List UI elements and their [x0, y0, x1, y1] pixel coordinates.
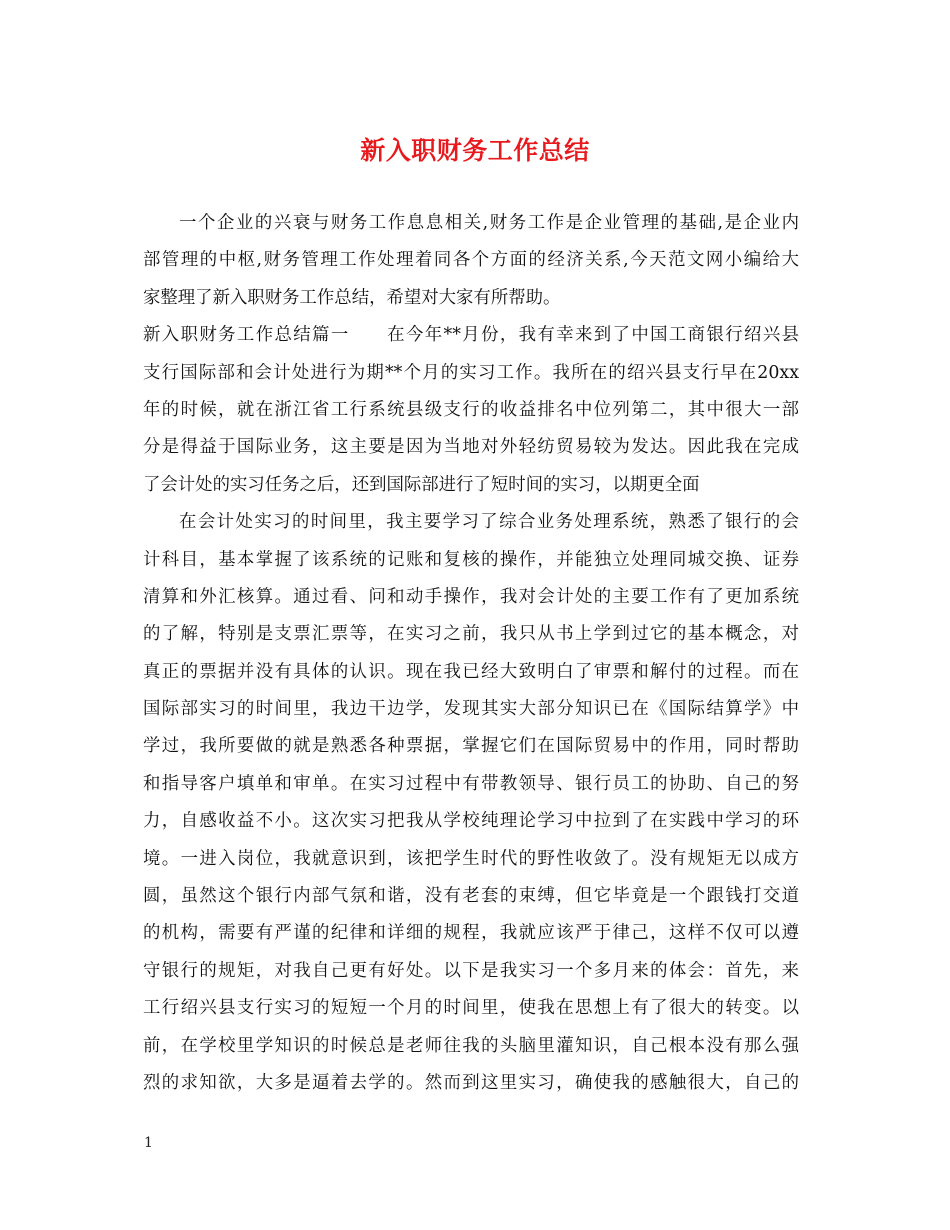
body-line: 真正的票据并没有具体的认识。现在我已经大致明白了审票和解付的过程。而在: [143, 661, 799, 682]
body-line: 工行绍兴县支行实习的短短一个月的时间里，使我在思想上有了很大的转变。以: [143, 998, 799, 1019]
body-line: 年的时候，就在浙江省工行系统县级支行的收益排名中位列第二，其中很大一部: [143, 399, 799, 420]
body-line: 分是得益于国际业务，这主要是因为当地对外轻纺贸易较为发达。因此我在完成: [143, 437, 799, 458]
body-line: 学过，我所要做的就是熟悉各种票据，掌握它们在国际贸易中的作用，同时帮助: [143, 736, 799, 757]
body-line: 家整理了新入职财务工作总结，希望对大家有所帮助。: [143, 287, 561, 308]
body-line: 部管理的中枢,财务管理工作处理着同各个方面的经济关系,今天范文网小编给大: [143, 250, 799, 271]
body-line: 境。一进入岗位，我就意识到，该把学生时代的野性收敛了。没有规矩无以成方: [143, 848, 799, 869]
document-body: [143, 205, 799, 1102]
body-line: 前，在学校里学知识的时候总是老师往我的头脑里灌知识，自己根本没有那么强: [143, 1035, 799, 1056]
body-line: 支行国际部和会计处进行为期**个月的实习工作。我所在的绍兴县支行早在20xx: [143, 362, 799, 383]
body-line: 国际部实习的时间里，我边干边学，发现其实大部分知识已在《国际结算学》中: [143, 699, 799, 720]
page-number: 1: [144, 1135, 153, 1151]
body-line: 在会计处实习的时间里，我主要学习了综合业务处理系统，熟悉了银行的会: [179, 512, 799, 533]
body-line: 清算和外汇核算。通过看、问和动手操作，我对会计处的主要工作有了更加系统: [143, 586, 799, 607]
body-line: 的机构，需要有严谨的纪律和详细的规程，我就应该严于律己，这样不仅可以遵: [143, 923, 799, 944]
body-line: 计科目，基本掌握了该系统的记账和复核的操作，并能独立处理同城交换、证券: [143, 549, 799, 570]
body-line: 和指导客户填单和审单。在实习过程中有带教领导、银行员工的协助、自己的努: [143, 773, 799, 794]
body-line: 一个企业的兴衰与财务工作息息相关,财务工作是企业管理的基础,是企业内: [179, 213, 799, 233]
body-line: 的了解，特别是支票汇票等，在实习之前，我只从书上学到过它的基本概念，对: [143, 624, 799, 645]
body-line: 了会计处的实习任务之后，还到国际部进行了短时间的实习，以期更全面: [143, 474, 700, 495]
document-title: 新入职财务工作总结: [360, 136, 590, 165]
body-line: 力，自感收益不小。这次实习把我从学校纯理论学习中拉到了在实践中学习的环: [143, 811, 799, 832]
body-line: 烈的求知欲，大多是逼着去学的。然而到这里实习，确使我的感触很大，自己的: [143, 1072, 799, 1093]
body-line: 新入职财务工作总结篇一 在今年**月份，我有幸来到了中国工商银行绍兴县: [143, 325, 799, 346]
body-line: 守银行的规矩，对我自己更有好处。以下是我实习一个多月来的体会：首先，来: [143, 960, 799, 981]
body-line: 圆，虽然这个银行内部气氛和谐，没有老套的束缚，但它毕竟是一个跟钱打交道: [143, 886, 799, 907]
